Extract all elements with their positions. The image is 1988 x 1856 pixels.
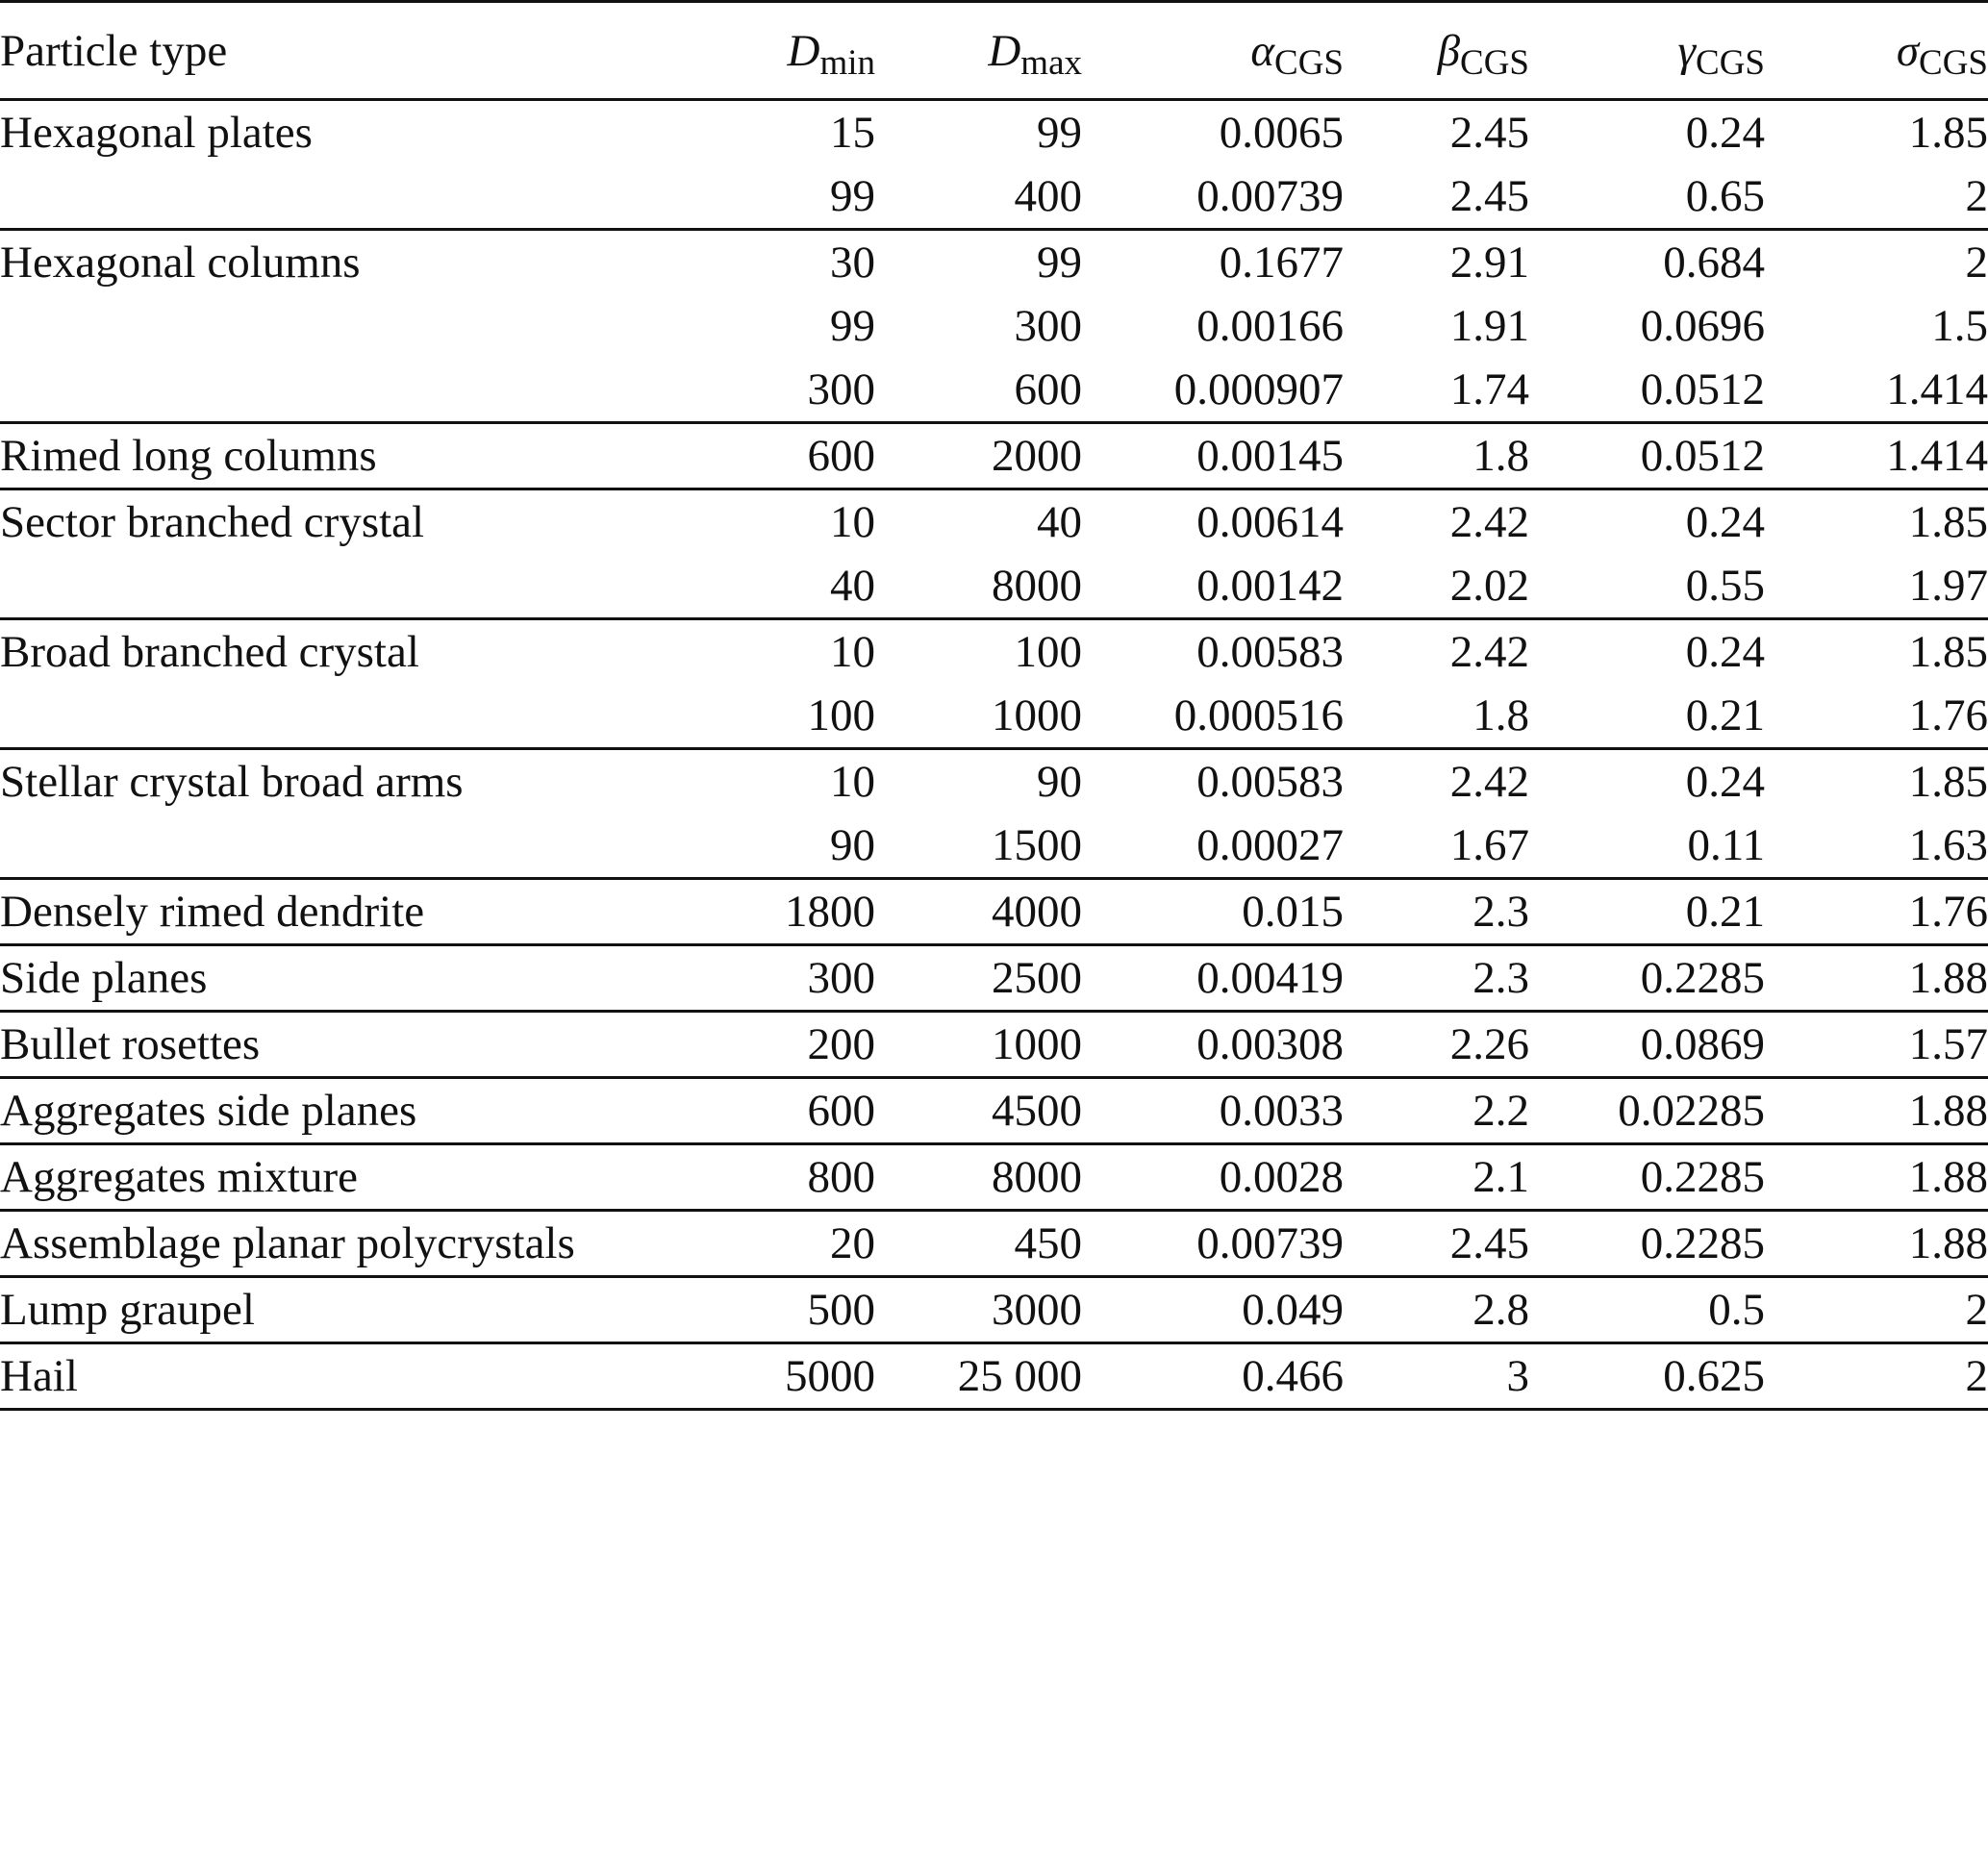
d-max-cell: 100 bbox=[1014, 627, 1082, 677]
d-max-cell: 2500 bbox=[875, 945, 1082, 1012]
beta-cell: 2.1 bbox=[1344, 1144, 1529, 1211]
sigma-cell: 1.5 bbox=[1931, 301, 1988, 351]
particle-group bbox=[0, 945, 1988, 1012]
gamma-cell: 0.2285 bbox=[1529, 1144, 1765, 1211]
alpha-cell: 0.00419 bbox=[1082, 945, 1344, 1012]
sigma-header bbox=[1765, 2, 1988, 100]
beta-cell: 2.3 bbox=[1344, 879, 1529, 945]
table-row bbox=[0, 100, 1988, 165]
table-row bbox=[0, 749, 1988, 815]
d-max-cell: 99 bbox=[1037, 108, 1082, 158]
d-min-cell: 30 bbox=[830, 238, 875, 288]
d-min-cell: 10 bbox=[830, 497, 875, 547]
table-row bbox=[0, 423, 1988, 489]
d-min-cell: 10 bbox=[830, 627, 875, 677]
gamma-cell: 0.2285 bbox=[1529, 1211, 1765, 1277]
alpha-cell: 0.466 bbox=[1082, 1343, 1344, 1410]
column-symbol: β bbox=[1437, 25, 1461, 76]
sigma-cell: 1.85 bbox=[1908, 497, 1988, 547]
sigma-cell: 2 bbox=[1765, 164, 1988, 230]
gamma-cell: 0.0512 bbox=[1529, 423, 1765, 489]
d-max-cell: 1000 bbox=[875, 684, 1082, 749]
sigma-cell: 1.85 bbox=[1908, 627, 1988, 677]
beta-cell: 2.45 bbox=[1449, 108, 1529, 158]
column-label: Particle type bbox=[0, 25, 228, 76]
particle-type-cell: Aggregates mixture bbox=[0, 1144, 721, 1211]
beta-cell: 1.91 bbox=[1449, 301, 1529, 351]
gamma-cell: 0.21 bbox=[1529, 684, 1765, 749]
d-min-cell: 5000 bbox=[721, 1343, 875, 1410]
beta-cell: 2.3 bbox=[1344, 945, 1529, 1012]
beta-cell: 1.74 bbox=[1344, 358, 1529, 423]
d-max-cell: 40 bbox=[1037, 497, 1082, 547]
particle-group bbox=[0, 100, 1988, 230]
particle-type-cell bbox=[0, 358, 721, 423]
d-min-cell: 1800 bbox=[721, 879, 875, 945]
alpha-cell: 0.00145 bbox=[1082, 423, 1344, 489]
d-max-cell: 8000 bbox=[875, 1144, 1082, 1211]
beta-cell: 1.8 bbox=[1344, 423, 1529, 489]
particle-type-cell bbox=[0, 814, 721, 879]
d-max-cell: 2000 bbox=[875, 423, 1082, 489]
d-min-cell: 90 bbox=[721, 814, 875, 879]
d-max-cell: 400 bbox=[875, 164, 1082, 230]
d-min-cell: 10 bbox=[830, 757, 875, 807]
d-min-cell: 99 bbox=[830, 301, 875, 351]
column-subscript: min bbox=[819, 42, 875, 83]
sigma-cell: 1.88 bbox=[1765, 945, 1988, 1012]
column-symbol: α bbox=[1250, 25, 1275, 76]
alpha-cell: 0.00739 bbox=[1082, 1211, 1344, 1277]
particle-type-cell: Broad branched crystal bbox=[0, 627, 419, 677]
table-row bbox=[0, 879, 1988, 945]
gamma-cell: 0.0869 bbox=[1529, 1012, 1765, 1078]
gamma-cell: 0.625 bbox=[1529, 1343, 1765, 1410]
d-max-cell: 90 bbox=[1037, 757, 1082, 807]
sigma-cell: 1.414 bbox=[1765, 358, 1988, 423]
particle-type-cell bbox=[0, 294, 721, 358]
d-max-header bbox=[875, 2, 1082, 100]
particle-group bbox=[0, 1343, 1988, 1410]
column-symbol: D bbox=[787, 25, 820, 76]
beta-cell: 2.42 bbox=[1449, 627, 1529, 677]
beta-cell: 2.2 bbox=[1344, 1078, 1529, 1144]
particle-group bbox=[0, 1078, 1988, 1144]
d-min-cell: 99 bbox=[721, 164, 875, 230]
particle-type-cell bbox=[0, 684, 721, 749]
gamma-cell: 0.0512 bbox=[1529, 358, 1765, 423]
sigma-cell: 1.63 bbox=[1765, 814, 1988, 879]
gamma-cell: 0.21 bbox=[1529, 879, 1765, 945]
table-row bbox=[0, 619, 1988, 685]
particle-type-cell: Hexagonal columns bbox=[0, 238, 361, 288]
alpha-cell: 0.00583 bbox=[1196, 627, 1344, 677]
sigma-cell: 1.57 bbox=[1765, 1012, 1988, 1078]
table-row bbox=[0, 945, 1988, 1012]
beta-cell: 2.45 bbox=[1344, 1211, 1529, 1277]
sigma-cell: 2 bbox=[1765, 1343, 1988, 1410]
alpha-cell: 0.0028 bbox=[1082, 1144, 1344, 1211]
d-max-cell: 4000 bbox=[875, 879, 1082, 945]
particle-type-cell bbox=[0, 164, 721, 230]
alpha-cell: 0.1677 bbox=[1219, 238, 1344, 288]
particle-group bbox=[0, 230, 1988, 423]
d-max-cell: 25 000 bbox=[875, 1343, 1082, 1410]
gamma-cell: 0.5 bbox=[1529, 1277, 1765, 1343]
table-row bbox=[0, 1343, 1988, 1410]
gamma-cell: 0.24 bbox=[1685, 108, 1765, 158]
d-min-cell: 100 bbox=[721, 684, 875, 749]
table-row bbox=[0, 489, 1988, 555]
sigma-cell: 1.97 bbox=[1765, 554, 1988, 619]
particle-group bbox=[0, 423, 1988, 489]
table-row bbox=[0, 554, 1988, 619]
particle-group bbox=[0, 489, 1988, 619]
beta-header bbox=[1344, 2, 1529, 100]
particle-group bbox=[0, 619, 1988, 749]
particle-type-cell: Hexagonal plates bbox=[0, 108, 313, 158]
particle-type-header bbox=[0, 2, 721, 100]
alpha-cell: 0.00739 bbox=[1082, 164, 1344, 230]
d-min-cell: 600 bbox=[721, 423, 875, 489]
particle-type-cell: Sector branched crystal bbox=[0, 497, 425, 547]
table-row bbox=[0, 358, 1988, 423]
table-row bbox=[0, 294, 1988, 358]
alpha-cell: 0.00614 bbox=[1196, 497, 1344, 547]
particle-type-cell: Aggregates side planes bbox=[0, 1078, 721, 1144]
d-min-cell: 800 bbox=[721, 1144, 875, 1211]
d-max-cell: 8000 bbox=[875, 554, 1082, 619]
column-subscript: CGS bbox=[1274, 42, 1344, 83]
sigma-cell: 1.414 bbox=[1765, 423, 1988, 489]
column-subscript: CGS bbox=[1460, 42, 1529, 83]
d-min-cell: 40 bbox=[721, 554, 875, 619]
sigma-cell: 1.76 bbox=[1765, 684, 1988, 749]
gamma-header bbox=[1529, 2, 1765, 100]
gamma-cell: 0.684 bbox=[1663, 238, 1765, 288]
column-subscript: CGS bbox=[1919, 42, 1988, 83]
column-symbol: γ bbox=[1677, 25, 1697, 76]
table-row bbox=[0, 230, 1988, 295]
sigma-cell: 1.88 bbox=[1765, 1144, 1988, 1211]
alpha-header bbox=[1082, 2, 1344, 100]
particle-group bbox=[0, 1144, 1988, 1211]
d-max-cell: 300 bbox=[1014, 301, 1082, 351]
sigma-cell: 1.88 bbox=[1765, 1211, 1988, 1277]
particle-type-cell: Hail bbox=[0, 1343, 721, 1410]
gamma-cell: 0.24 bbox=[1685, 497, 1765, 547]
d-min-cell: 500 bbox=[721, 1277, 875, 1343]
particle-type-cell: Side planes bbox=[0, 945, 721, 1012]
alpha-cell: 0.0065 bbox=[1219, 108, 1344, 158]
particle-type-cell: Assemblage planar polycrystals bbox=[0, 1211, 721, 1277]
beta-cell: 2.42 bbox=[1449, 497, 1529, 547]
sigma-cell: 2 bbox=[1965, 238, 1988, 288]
gamma-cell: 0.0696 bbox=[1640, 301, 1765, 351]
beta-cell: 2.45 bbox=[1344, 164, 1529, 230]
d-max-cell: 450 bbox=[875, 1211, 1082, 1277]
gamma-cell: 0.24 bbox=[1685, 627, 1765, 677]
table-header bbox=[0, 2, 1988, 100]
d-min-cell: 200 bbox=[721, 1012, 875, 1078]
particle-group bbox=[0, 879, 1988, 945]
alpha-cell: 0.00027 bbox=[1082, 814, 1344, 879]
alpha-cell: 0.000516 bbox=[1082, 684, 1344, 749]
d-max-cell: 600 bbox=[875, 358, 1082, 423]
beta-cell: 2.42 bbox=[1449, 757, 1529, 807]
d-min-cell: 600 bbox=[721, 1078, 875, 1144]
table-row bbox=[0, 1078, 1988, 1144]
particle-group bbox=[0, 1012, 1988, 1078]
particle-group bbox=[0, 1277, 1988, 1343]
d-min-cell: 300 bbox=[721, 358, 875, 423]
d-max-cell: 3000 bbox=[875, 1277, 1082, 1343]
d-max-cell: 4500 bbox=[875, 1078, 1082, 1144]
particle-type-cell: Lump graupel bbox=[0, 1277, 721, 1343]
gamma-cell: 0.02285 bbox=[1529, 1078, 1765, 1144]
sigma-cell: 1.85 bbox=[1908, 108, 1988, 158]
table-row bbox=[0, 1012, 1988, 1078]
beta-cell: 1.67 bbox=[1344, 814, 1529, 879]
d-max-cell: 1500 bbox=[875, 814, 1082, 879]
column-symbol: σ bbox=[1896, 25, 1920, 76]
sigma-cell: 2 bbox=[1765, 1277, 1988, 1343]
gamma-cell: 0.65 bbox=[1529, 164, 1765, 230]
alpha-cell: 0.000907 bbox=[1082, 358, 1344, 423]
d-min-cell: 300 bbox=[721, 945, 875, 1012]
alpha-cell: 0.00583 bbox=[1196, 757, 1344, 807]
particle-group bbox=[0, 1211, 1988, 1277]
beta-cell: 1.8 bbox=[1344, 684, 1529, 749]
particle-type-cell: Densely rimed dendrite bbox=[0, 879, 721, 945]
beta-cell: 2.91 bbox=[1449, 238, 1529, 288]
particle-group bbox=[0, 749, 1988, 879]
particle-type-cell: Stellar crystal broad arms bbox=[0, 757, 464, 807]
particle-type-cell bbox=[0, 554, 721, 619]
alpha-cell: 0.00308 bbox=[1082, 1012, 1344, 1078]
sigma-cell: 1.76 bbox=[1765, 879, 1988, 945]
gamma-cell: 0.24 bbox=[1685, 757, 1765, 807]
column-subscript: CGS bbox=[1696, 42, 1765, 83]
particle-type-cell: Bullet rosettes bbox=[0, 1012, 721, 1078]
d-min-header bbox=[721, 2, 875, 100]
particle-type-cell: Rimed long columns bbox=[0, 423, 721, 489]
alpha-cell: 0.00142 bbox=[1082, 554, 1344, 619]
beta-cell: 3 bbox=[1344, 1343, 1529, 1410]
header-row bbox=[0, 2, 1988, 100]
gamma-cell: 0.2285 bbox=[1529, 945, 1765, 1012]
sigma-cell: 1.85 bbox=[1908, 757, 1988, 807]
beta-cell: 2.02 bbox=[1344, 554, 1529, 619]
table-row bbox=[0, 1144, 1988, 1211]
table-row bbox=[0, 1277, 1988, 1343]
alpha-cell: 0.00166 bbox=[1196, 301, 1344, 351]
beta-cell: 2.8 bbox=[1344, 1277, 1529, 1343]
d-min-cell: 15 bbox=[830, 108, 875, 158]
table-row bbox=[0, 1211, 1988, 1277]
column-symbol: D bbox=[988, 25, 1021, 76]
gamma-cell: 0.55 bbox=[1529, 554, 1765, 619]
d-min-cell: 20 bbox=[721, 1211, 875, 1277]
table-row bbox=[0, 164, 1988, 230]
d-max-cell: 1000 bbox=[875, 1012, 1082, 1078]
sigma-cell: 1.88 bbox=[1765, 1078, 1988, 1144]
table-row bbox=[0, 814, 1988, 879]
alpha-cell: 0.049 bbox=[1082, 1277, 1344, 1343]
alpha-cell: 0.015 bbox=[1082, 879, 1344, 945]
alpha-cell: 0.0033 bbox=[1082, 1078, 1344, 1144]
beta-cell: 2.26 bbox=[1344, 1012, 1529, 1078]
table-row bbox=[0, 684, 1988, 749]
d-max-cell: 99 bbox=[1037, 238, 1082, 288]
gamma-cell: 0.11 bbox=[1529, 814, 1765, 879]
column-subscript: max bbox=[1020, 42, 1082, 83]
